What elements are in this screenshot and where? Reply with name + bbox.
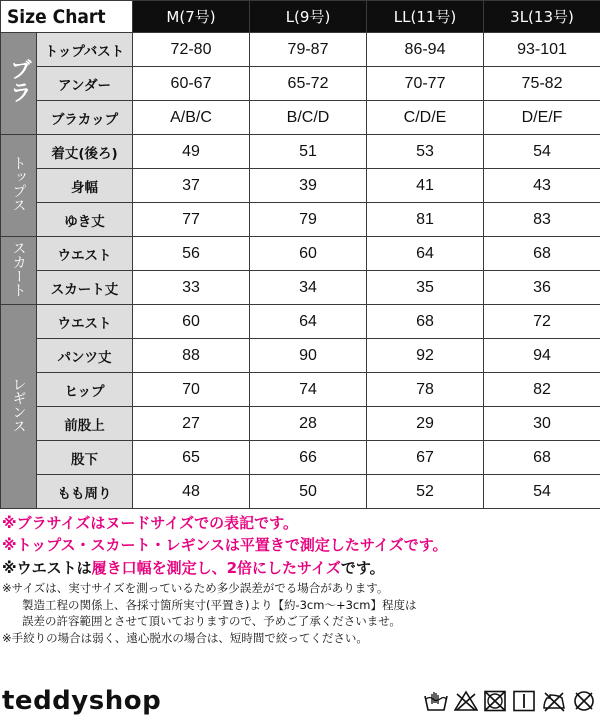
table-cell: 65 xyxy=(133,441,250,475)
row-label: もも周り xyxy=(37,475,133,509)
table-cell: 66 xyxy=(250,441,367,475)
table-row xyxy=(1,305,600,339)
note-tolerance-detail: 製造工程の関係上、各採寸箇所実寸(平置き)より【約-3cm〜+3cm】程度は xyxy=(22,597,417,612)
table-row xyxy=(1,441,600,475)
table-row xyxy=(1,203,600,237)
table-cell: 34 xyxy=(250,271,367,305)
size-header: 3L(13号) xyxy=(484,1,600,33)
note-tolerance-detail: 誤差の許容範囲とさせて頂いておりますので、予めご了承くださいませ。 xyxy=(22,614,401,628)
table-cell: 35 xyxy=(367,271,484,305)
table-cell: 86-94 xyxy=(367,33,484,67)
table-cell: 81 xyxy=(367,203,484,237)
table-row xyxy=(1,339,600,373)
note-waist-highlight: 履き口幅を測定し、2倍にしたサイズ xyxy=(91,559,341,577)
table-cell: D/E/F xyxy=(484,101,600,135)
row-label: トップバスト xyxy=(37,33,133,67)
category-cell xyxy=(1,135,37,237)
table-cell: 60 xyxy=(250,237,367,271)
table-cell: 51 xyxy=(250,135,367,169)
row-label: ゆき丈 xyxy=(37,203,133,237)
row-label: ブラカップ xyxy=(37,101,133,135)
category-label: ブラ xyxy=(6,57,32,104)
table-row xyxy=(1,475,600,509)
table-cell: 67 xyxy=(367,441,484,475)
table-cell: 39 xyxy=(250,169,367,203)
table-row xyxy=(1,33,600,67)
table-cell: 28 xyxy=(250,407,367,441)
row-label: ウエスト xyxy=(37,237,133,271)
note-washing: ※手絞りの場合は弱く、遠心脱水の場合は、短時間で絞ってください。 xyxy=(2,630,368,645)
table-cell: 90 xyxy=(250,339,367,373)
table-cell: 77 xyxy=(133,203,250,237)
hand-wash-icon xyxy=(423,690,449,712)
table-row xyxy=(1,373,600,407)
table-cell: 72-80 xyxy=(133,33,250,67)
table-cell: 50 xyxy=(250,475,367,509)
table-row xyxy=(1,169,600,203)
table-cell: 60-67 xyxy=(133,67,250,101)
table-cell: 64 xyxy=(367,237,484,271)
table-cell: 33 xyxy=(133,271,250,305)
table-cell: 68 xyxy=(367,305,484,339)
care-icons xyxy=(423,690,596,712)
category-label: レギンス xyxy=(10,376,27,433)
no-bleach-icon xyxy=(454,690,478,712)
table-cell: 36 xyxy=(484,271,600,305)
notes-section xyxy=(2,512,598,646)
note-flat-measure: ※トップス・スカート・レギンスは平置きで測定したサイズです。 xyxy=(2,536,448,554)
row-label: スカート丈 xyxy=(37,271,133,305)
note-waist xyxy=(2,556,598,580)
table-cell: 68 xyxy=(484,441,600,475)
category-cell xyxy=(1,305,37,509)
table-cell: 60 xyxy=(133,305,250,339)
table-cell: 65-72 xyxy=(250,67,367,101)
size-header: L(9号) xyxy=(250,1,367,33)
table-cell: 27 xyxy=(133,407,250,441)
table-cell: 72 xyxy=(484,305,600,339)
table-row xyxy=(1,237,600,271)
note-waist-suffix: です。 xyxy=(340,559,385,577)
row-label: パンツ丈 xyxy=(37,339,133,373)
table-cell: 74 xyxy=(250,373,367,407)
note-waist-prefix: ※ウエストは xyxy=(2,559,92,577)
table-cell: 93-101 xyxy=(484,33,600,67)
table-cell: 75-82 xyxy=(484,67,600,101)
line-dry-icon xyxy=(512,690,536,712)
row-label: ヒップ xyxy=(37,373,133,407)
category-cell xyxy=(1,33,37,135)
table-row xyxy=(1,271,600,305)
size-header: LL(11号) xyxy=(367,1,484,33)
table-cell: 29 xyxy=(367,407,484,441)
no-tumble-dry-icon xyxy=(483,690,507,712)
table-cell: C/D/E xyxy=(367,101,484,135)
table-cell: 30 xyxy=(484,407,600,441)
category-cell xyxy=(1,237,37,305)
table-cell: 79-87 xyxy=(250,33,367,67)
category-label: スカート xyxy=(10,240,27,297)
table-cell: 41 xyxy=(367,169,484,203)
table-cell: 79 xyxy=(250,203,367,237)
table-header-row xyxy=(1,1,600,33)
table-cell: 49 xyxy=(133,135,250,169)
table-cell: 53 xyxy=(367,135,484,169)
row-label: 股下 xyxy=(37,441,133,475)
no-iron-icon xyxy=(541,690,567,712)
table-row xyxy=(1,135,600,169)
table-cell: 70 xyxy=(133,373,250,407)
table-cell: 48 xyxy=(133,475,250,509)
table-cell: 43 xyxy=(484,169,600,203)
table-cell: 37 xyxy=(133,169,250,203)
note-tolerance: ※サイズは、実寸サイズを測っているため多少誤差がでる場合があります。 xyxy=(2,581,389,595)
table-cell: 70-77 xyxy=(367,67,484,101)
table-cell: 82 xyxy=(484,373,600,407)
table-cell: 68 xyxy=(484,237,600,271)
table-cell: 83 xyxy=(484,203,600,237)
table-cell: 78 xyxy=(367,373,484,407)
table-cell: 64 xyxy=(250,305,367,339)
row-label: 前股上 xyxy=(37,407,133,441)
table-cell: 56 xyxy=(133,237,250,271)
row-label: 身幅 xyxy=(37,169,133,203)
table-cell: 52 xyxy=(367,475,484,509)
note-bra-size: ※ブラサイズはヌードサイズでの表記です。 xyxy=(2,514,298,532)
row-label: ウエスト xyxy=(37,305,133,339)
category-label: トップス xyxy=(10,155,27,212)
table-cell: B/C/D xyxy=(250,101,367,135)
size-header: M(7号) xyxy=(133,1,250,33)
row-label: 着丈(後ろ) xyxy=(37,135,133,169)
table-row xyxy=(1,101,600,135)
row-label: アンダー xyxy=(37,67,133,101)
table-row xyxy=(1,407,600,441)
brand-logo: teddyshop xyxy=(2,686,162,716)
table-cell: 88 xyxy=(133,339,250,373)
table-cell: 54 xyxy=(484,135,600,169)
no-dry-clean-icon xyxy=(572,690,596,712)
table-row xyxy=(1,67,600,101)
table-cell: A/B/C xyxy=(133,101,250,135)
table-cell: 54 xyxy=(484,475,600,509)
table-cell: 94 xyxy=(484,339,600,373)
table-cell: 92 xyxy=(367,339,484,373)
size-chart-title: Size Chart xyxy=(1,1,133,33)
